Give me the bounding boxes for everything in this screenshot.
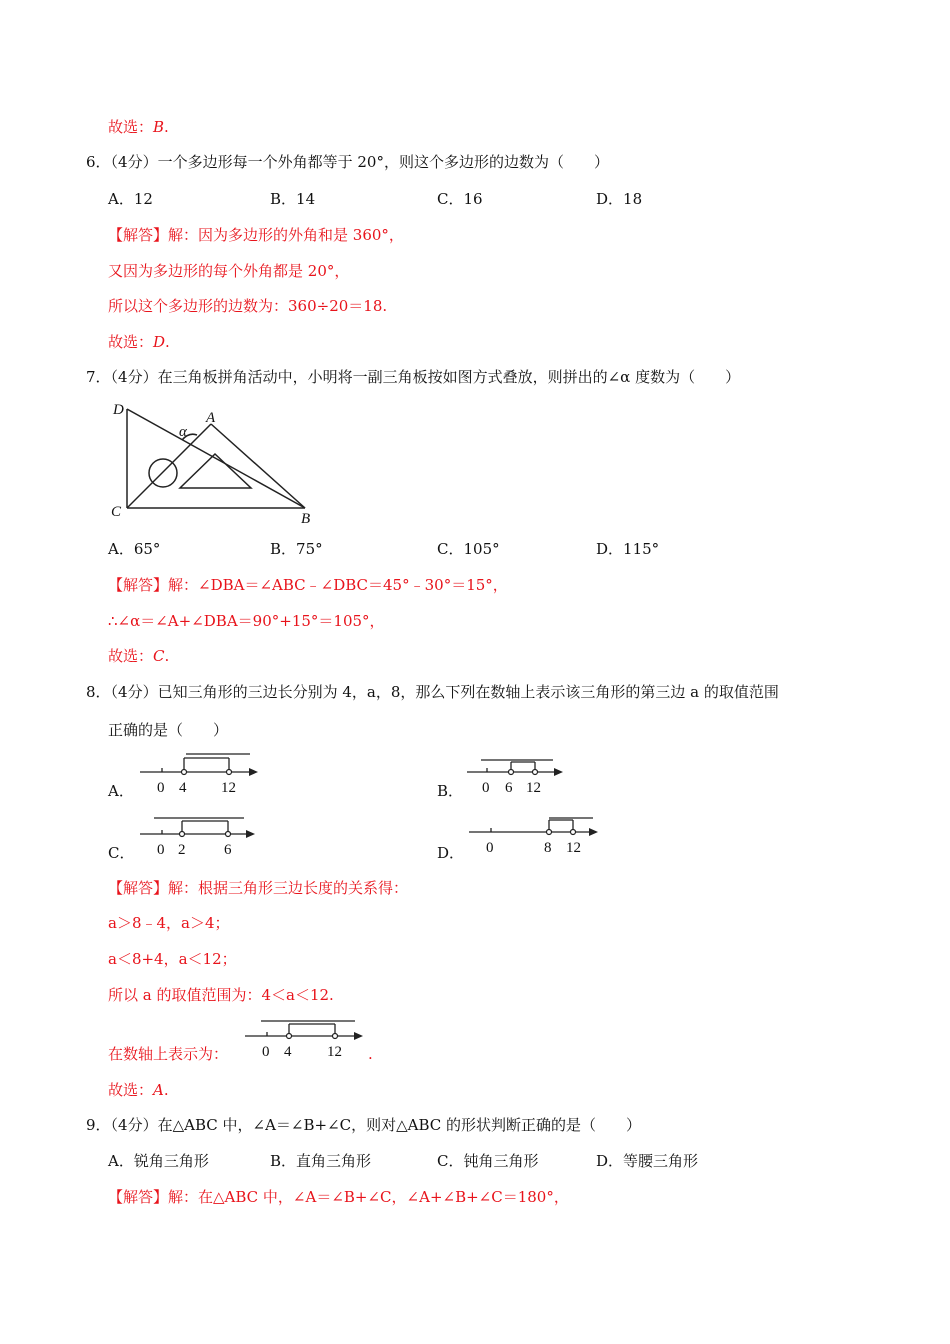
- question-number: 6．: [86, 153, 111, 171]
- q6-option-d: D．18: [596, 190, 643, 208]
- q8-option-d-letter: D．: [437, 844, 465, 862]
- question-text: 一个多边形每一个外角都等于 20°，则这个多边形的边数为（ ）: [157, 153, 609, 171]
- svg-text:0: 0: [262, 1044, 270, 1060]
- svg-text:12: 12: [327, 1044, 342, 1060]
- solution-tag: 【解答】: [108, 879, 169, 897]
- svg-text:8: 8: [544, 840, 552, 856]
- q6-option-b: B．14: [270, 190, 316, 208]
- answer-letter: D: [153, 333, 166, 351]
- q6-stem: [86, 152, 609, 172]
- svg-text:12: 12: [221, 780, 236, 796]
- question-text: 在△ABC 中，∠A＝∠B+∠C，则对△ABC 的形状判断正确的是（ ）: [157, 1116, 642, 1134]
- question-points: （4分）: [110, 1116, 158, 1134]
- q6-solution-line-1: 【解答】解：因为多边形的外角和是 360°，: [108, 226, 404, 244]
- svg-text:12: 12: [526, 780, 541, 796]
- svg-text:0: 0: [157, 842, 165, 858]
- question-text: 在三角板拼角活动中，小明将一副三角板按如图方式叠放，则拼出的∠α 度数为（ ）: [157, 368, 741, 386]
- q9-stem: [86, 1115, 641, 1135]
- q7-option-b: B．75°: [270, 540, 323, 558]
- label-b: B: [301, 511, 311, 527]
- question-points: （4分）: [110, 368, 158, 386]
- q8-solution-end: .: [368, 1045, 373, 1063]
- q8-option-b-number-line: [465, 750, 570, 798]
- edge-ab: [211, 424, 305, 508]
- q7-option-d: D．115°: [596, 540, 660, 558]
- q8-option-a-number-line: [138, 750, 263, 798]
- triangle-set-diagram: [105, 398, 330, 528]
- question-number: 8．: [86, 683, 111, 701]
- solution-tag: 【解答】: [108, 226, 169, 244]
- q7-solution-line-1: 【解答】解：∠DBA＝∠ABC﹣∠DBC＝45°﹣30°＝15°，: [108, 576, 508, 594]
- q8-option-c-letter: C．: [108, 844, 135, 862]
- q7-stem: [86, 367, 740, 387]
- q6-option-c: C．16: [437, 190, 483, 208]
- label-alpha: α: [179, 424, 187, 440]
- triangle-hole: [180, 454, 251, 488]
- q8-solution-line-5: 在数轴上表示为：: [108, 1045, 229, 1063]
- q8-conclusion: 故选：A.: [108, 1081, 169, 1099]
- q6-solution-line-2: 又因为多边形的每个外角都是 20°，: [108, 262, 350, 280]
- solution-tag: 【解答】: [108, 1188, 169, 1206]
- question-points: （4分）: [110, 153, 158, 171]
- svg-text:6: 6: [224, 842, 232, 858]
- q8-stem-line-2: 正确的是（ ）: [108, 721, 229, 739]
- label-d: D: [113, 402, 124, 418]
- q6-conclusion: 故选：D.: [108, 333, 170, 351]
- q8-stem-line-1: [86, 682, 779, 702]
- edge-db: [127, 409, 305, 508]
- svg-text:0: 0: [482, 780, 490, 796]
- label-a: A: [206, 410, 216, 426]
- q5-conclusion: [108, 117, 169, 137]
- q7-solution-line-2: ∴∠α＝∠A+∠DBA＝90°+15°＝105°，: [108, 612, 385, 630]
- q9-option-b: B．直角三角形: [270, 1152, 372, 1170]
- q8-option-a-letter: A．: [108, 782, 134, 800]
- q8-solution-line-2: a＞8﹣4，a＞4；: [108, 914, 230, 932]
- svg-text:4: 4: [179, 780, 187, 796]
- q8-solution-line-1: 【解答】解：根据三角形三边长度的关系得：: [108, 879, 409, 897]
- q9-option-d: D．等腰三角形: [596, 1152, 699, 1170]
- solution-tag: 【解答】: [108, 576, 169, 594]
- svg-text:6: 6: [505, 780, 513, 796]
- q8-option-b-letter: B．: [437, 782, 464, 800]
- q9-solution-line-1: 【解答】解：在△ABC 中，∠A＝∠B+∠C，∠A+∠B+∠C＝180°，: [108, 1188, 569, 1206]
- q6-solution-line-3: 所以这个多边形的边数为：360÷20＝18.: [108, 297, 388, 315]
- q7-conclusion: 故选：C.: [108, 647, 170, 665]
- q7-option-c: C．105°: [437, 540, 500, 558]
- period: .: [164, 118, 169, 136]
- q7-option-a: A．65°: [108, 540, 161, 558]
- conclusion-label: 故选：: [108, 118, 154, 136]
- q8-option-d-number-line: [467, 812, 607, 860]
- q7-triangle-figure: [105, 398, 330, 532]
- question-text: 已知三角形的三边长分别为 4，a，8，那么下列在数轴上表示该三角形的第三边 a 的取值范围: [157, 683, 779, 701]
- q8-solution-line-4: 所以 a 的取值范围为：4＜a＜12.: [108, 986, 334, 1004]
- svg-text:0: 0: [486, 840, 494, 856]
- svg-text:12: 12: [566, 840, 581, 856]
- q9-option-c: C．钝角三角形: [437, 1152, 539, 1170]
- svg-text:4: 4: [284, 1044, 292, 1060]
- question-number: 9．: [86, 1116, 111, 1134]
- question-points: （4分）: [110, 683, 158, 701]
- answer-letter: B: [153, 118, 165, 136]
- svg-text:0: 0: [157, 780, 165, 796]
- q8-solution-line-3: a＜8+4，a＜12；: [108, 950, 237, 968]
- edge-ca: [127, 424, 211, 508]
- label-c: C: [111, 504, 122, 520]
- q9-option-a: A．锐角三角形: [108, 1152, 209, 1170]
- q8-solution-number-line: [243, 1015, 368, 1063]
- question-number: 7．: [86, 368, 111, 386]
- answer-letter: C: [153, 647, 165, 665]
- q8-option-c-number-line: [138, 812, 263, 860]
- q6-option-a: A．12: [108, 190, 153, 208]
- svg-text:2: 2: [178, 842, 186, 858]
- answer-letter: A: [153, 1081, 164, 1099]
